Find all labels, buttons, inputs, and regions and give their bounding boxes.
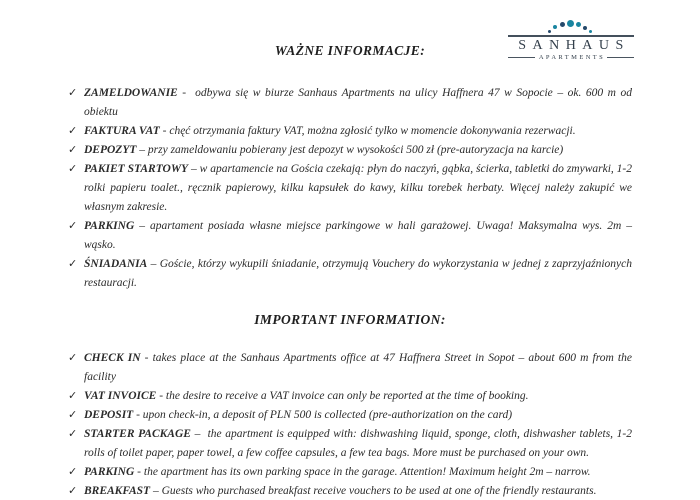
item-text: the desire to receive a VAT invoice can only be reported at the time of booking.	[165, 390, 529, 402]
item-term: VAT INVOICE	[84, 390, 157, 402]
list-item	[68, 255, 632, 293]
logo-name: SANHAUS	[508, 35, 634, 53]
check-icon: ✓	[68, 163, 78, 175]
item-term: FAKTURA VAT	[84, 125, 160, 137]
logo-divider-right	[607, 57, 634, 58]
item-text: takes place at the Sanhaus Apartments office at 47 Haffnera Street in Sopot – about 600 m from the facility	[84, 352, 632, 383]
item-separator: –	[147, 258, 160, 270]
logo-dot	[583, 26, 587, 30]
logo-dots-icon	[548, 20, 594, 35]
item-term: PARKING	[84, 220, 135, 232]
item-term: CHECK IN	[84, 352, 141, 364]
logo-dot	[576, 22, 581, 27]
item-separator: –	[188, 163, 200, 175]
logo-divider-left	[508, 57, 535, 58]
item-text: w apartamencie na Gościa czekają: płyn do naczyń, gąbka, ścierka, tabletki do zmywarki, 1-2 rolki papieru toalet., ręcznik papierowy, kilku kapsułek do kawy, kilku torebek herbaty. Więcej należy zakupić we własnym zakresie.	[84, 163, 632, 213]
list-item	[68, 406, 632, 425]
item-text: Guests who purchased breakfast receive vouchers to be used at one of the friendly restaurants.	[161, 485, 597, 497]
item-text: the apartment is equipped with: dishwashing liquid, sponge, cloth, dishwasher tablets, 1-2 rolls of toilet paper, paper towel, a few coffee capsules, a few tea bags. More must be purchased on your own.	[84, 428, 633, 459]
item-term: DEPOSIT	[84, 409, 134, 421]
item-term: PAKIET STARTOWY	[84, 163, 189, 175]
item-separator: -	[133, 409, 143, 421]
item-text: odbywa się w biurze Sanhaus Apartments na ulicy Haffnera 47 w Sopocie – ok. 600 m od obiektu	[84, 87, 632, 118]
polish-section-heading: WAŻNE INFORMACJE:	[274, 43, 426, 58]
list-item	[68, 217, 632, 255]
item-separator: –	[150, 485, 162, 497]
item-term: STARTER PACKAGE	[84, 428, 191, 440]
item-separator: –	[190, 428, 208, 440]
item-separator: –	[134, 220, 150, 232]
item-separator: –	[136, 144, 148, 156]
item-text: chęć otrzymania faktury VAT, można zgłosić tylko w momencie dokonywania rezerwacji.	[169, 125, 576, 137]
list-item	[68, 122, 632, 141]
list-item	[68, 482, 632, 500]
check-icon: ✓	[68, 220, 78, 232]
item-separator: -	[134, 466, 144, 478]
item-text: the apartment has its own parking space in the garage. Attention! Maximum height 2m – narrow.	[143, 466, 591, 478]
item-text: apartament posiada własne miejsce parkingowe w hali garażowej. Uwaga! Maksymalna wys. 2m – wąsko.	[84, 220, 633, 251]
list-item	[68, 84, 632, 122]
check-icon: ✓	[68, 409, 78, 421]
item-text: przy zameldowaniu pobierany jest depozyt w wysokości 500 zł (pre-autoryzacja na karcie)	[147, 144, 564, 156]
item-separator: -	[159, 125, 170, 137]
item-term: BREAKFAST	[84, 485, 151, 497]
check-icon: ✓	[68, 466, 78, 478]
list-item	[68, 349, 632, 387]
check-icon: ✓	[68, 428, 78, 440]
item-separator: -	[156, 390, 166, 402]
item-separator: -	[177, 87, 196, 99]
check-icon: ✓	[68, 352, 78, 364]
check-icon: ✓	[68, 390, 78, 402]
english-info-list	[68, 349, 632, 500]
check-icon: ✓	[68, 87, 78, 99]
logo-subtitle: APARTMENTS	[538, 54, 606, 61]
check-icon: ✓	[68, 125, 78, 137]
item-term: DEPOZYT	[84, 144, 137, 156]
item-term: ŚNIADANIA	[84, 258, 148, 270]
list-item	[68, 160, 632, 217]
logo-dot	[548, 30, 551, 33]
check-icon: ✓	[68, 485, 78, 497]
item-term: ZAMELDOWANIE	[84, 87, 178, 99]
check-icon: ✓	[68, 258, 78, 270]
logo-dot	[560, 22, 565, 27]
logo-dot	[589, 30, 592, 33]
english-section-heading: IMPORTANT INFORMATION:	[254, 312, 446, 327]
logo-dot	[567, 20, 574, 27]
item-text: upon check-in, a deposit of PLN 500 is collected (pre-authorization on the card)	[142, 409, 513, 421]
item-text: Goście, którzy wykupili śniadanie, otrzymują Vouchery do wykorzystania w jednej z zaprzyjaźnionych restauracji.	[84, 258, 632, 289]
list-item	[68, 387, 632, 406]
logo-subtitle-row	[508, 54, 634, 61]
item-term: PARKING	[84, 466, 135, 478]
list-item	[68, 463, 632, 482]
sanhaus-logo	[508, 20, 634, 61]
list-item	[68, 425, 632, 463]
polish-info-list	[68, 84, 632, 293]
item-separator: -	[140, 352, 153, 364]
logo-dot	[553, 25, 557, 29]
check-icon: ✓	[68, 144, 78, 156]
list-item	[68, 141, 632, 160]
